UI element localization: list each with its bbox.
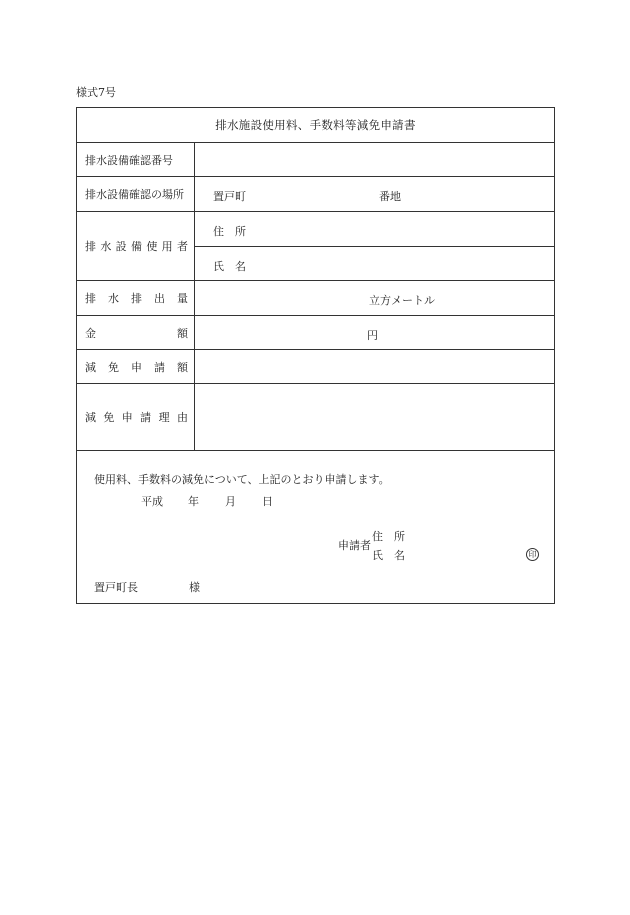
confirm-place-field[interactable]	[195, 177, 554, 211]
user-address-label: 住 所	[213, 225, 246, 238]
form-title: 排水施設使用料、手数料等減免申請書	[215, 118, 416, 132]
discharge-label-char: 排	[131, 292, 142, 305]
user-name-label: 氏 名	[213, 260, 246, 273]
confirm-number-row	[77, 143, 554, 177]
exemption-reason-label-char: 請	[140, 411, 152, 424]
exemption-reason-row	[77, 384, 554, 451]
discharge-unit: 立方メートル	[369, 294, 435, 307]
confirm-number-label-text: 排水設備確認番号	[85, 153, 173, 167]
amount-label	[77, 316, 195, 349]
confirm-place-label	[77, 177, 195, 211]
exemption-reason-label-char: 免	[103, 411, 115, 424]
amount-unit: 円	[367, 329, 378, 342]
declaration-area	[77, 451, 554, 603]
amount-row	[77, 316, 554, 350]
exemption-amount-label	[77, 350, 195, 383]
addressee-title: 置戸町長	[94, 581, 138, 594]
discharge-field[interactable]	[195, 281, 554, 315]
discharge-label-char: 水	[108, 292, 119, 305]
exemption-amount-label-char: 免	[108, 360, 119, 374]
seal-mark-icon: 印	[526, 548, 539, 561]
amount-field[interactable]	[195, 316, 554, 349]
date-day-label: 日	[262, 495, 273, 508]
exemption-amount-label-char: 申	[131, 360, 142, 374]
exemption-amount-label-char: 額	[177, 360, 188, 374]
date-era: 平成	[141, 495, 163, 508]
applicant-name-label: 氏 名	[372, 549, 405, 562]
exemption-amount-field[interactable]	[195, 350, 554, 383]
exemption-reason-label-char: 理	[158, 411, 170, 424]
discharge-label-char: 出	[154, 292, 165, 305]
exemption-amount-label-char: 減	[85, 360, 96, 374]
amount-label-char: 額	[177, 326, 188, 340]
confirm-place-row	[77, 177, 554, 212]
applicant-address-label: 住 所	[372, 530, 405, 543]
application-form	[76, 107, 555, 604]
exemption-reason-label-char: 減	[85, 411, 96, 424]
exemption-reason-label	[77, 384, 195, 450]
confirm-place-label-text: 排水設備確認の場所	[85, 188, 184, 201]
discharge-row	[77, 281, 554, 316]
exemption-amount-label-char: 請	[154, 360, 165, 374]
date-year-label: 年	[188, 495, 199, 508]
date-month-label: 月	[225, 495, 236, 508]
exemption-amount-row	[77, 350, 554, 384]
confirm-number-label	[77, 143, 195, 176]
banchi-label: 番地	[379, 190, 401, 203]
amount-label-char: 金	[85, 326, 96, 340]
user-sub-divider	[195, 246, 554, 247]
discharge-label	[77, 281, 195, 315]
exemption-reason-label-char: 申	[121, 411, 133, 424]
discharge-label-char: 排	[85, 292, 96, 305]
town-name: 置戸町	[213, 190, 246, 203]
user-row	[77, 212, 554, 281]
title-row	[77, 108, 554, 143]
addressee-honorific: 様	[189, 581, 200, 594]
confirm-number-field[interactable]	[195, 143, 554, 176]
user-label: 排 水 設 備 使 用 者	[77, 212, 195, 280]
exemption-reason-label-char: 由	[176, 411, 188, 424]
applicant-label: 申請者	[338, 539, 371, 552]
form-number: 様式7号	[76, 86, 116, 99]
discharge-label-char: 量	[177, 292, 188, 305]
declaration-text: 使用料、手数料の減免について、上記のとおり申請します。	[94, 473, 390, 486]
exemption-reason-field[interactable]	[195, 384, 554, 450]
